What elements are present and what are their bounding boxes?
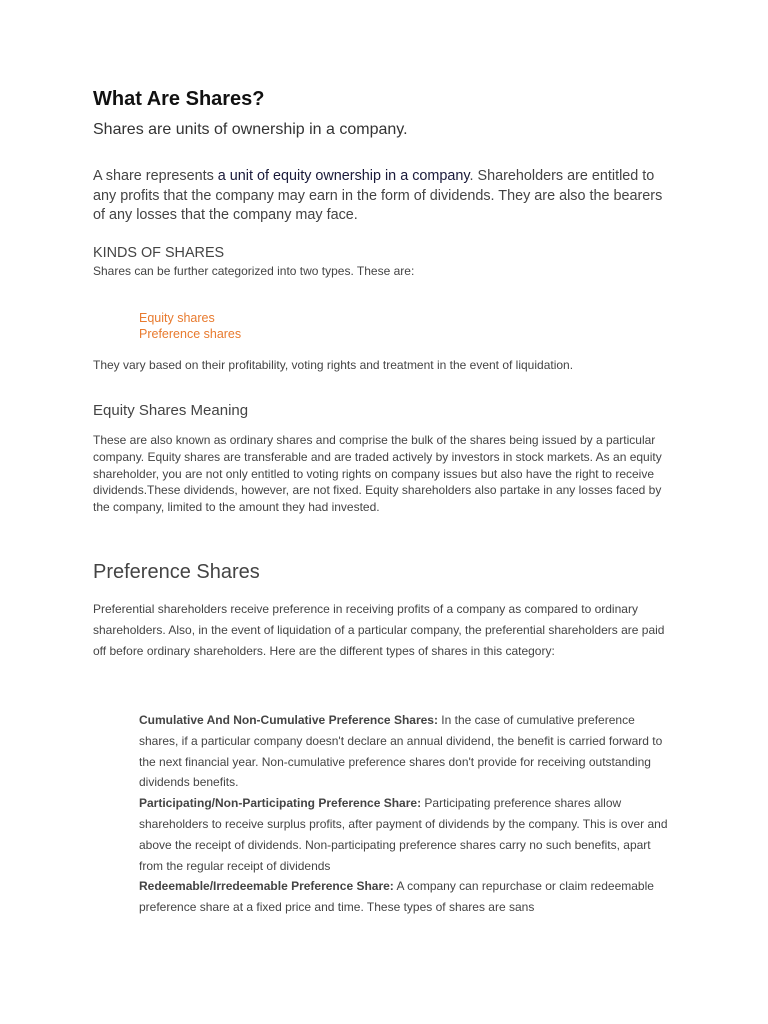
preference-type-desc: In the case of cumulative preference shares, if a particular company doesn't declare an annual dividend, the benefit is carried forward to the next financial year. Non-cumulative preference shares don't provide for receiving outstanding dividends benefits. [139, 713, 663, 790]
preference-types-list [139, 710, 674, 918]
list-item [139, 710, 674, 793]
intro-paragraph [93, 167, 673, 226]
preference-heading: Preference Shares [93, 561, 260, 583]
preference-type-desc: A company can repurchase or claim redeemable preference share at a fixed price and time. These types of shares are sans [139, 879, 654, 915]
kinds-heading: KINDS OF SHARES [93, 245, 225, 261]
preference-paragraph: Preferential shareholders receive preference in receiving profits of a company as compared to ordinary shareholders. Also, in the event of liquidation of a particular company, the preferential shareholders are paid off before ordinary shareholders. Here are the different types of shares in this category: [93, 602, 665, 658]
page-title: What Are Shares? [93, 88, 265, 110]
kinds-intro-text: Shares can be further categorized into two types. These are: [93, 264, 415, 278]
page-subtitle: Shares are units of ownership in a company. [93, 121, 408, 138]
list-item [139, 876, 674, 918]
preference-type-term: Redeemable/Irredeemable Preference Share: [139, 879, 394, 894]
intro-highlight: a unit of equity ownership in a company [217, 168, 470, 184]
share-types-list [139, 310, 241, 342]
intro-suffix: . Shareholders are entitled to any profits that the company may earn in the form of dividends. They are also the bearers of any losses that the company may face. [93, 168, 663, 223]
share-type-link-equity[interactable]: Equity shares [139, 311, 215, 325]
equity-heading: Equity Shares Meaning [93, 402, 249, 419]
preference-type-term: Cumulative And Non-Cumulative Preference Shares: [139, 713, 438, 727]
preference-type-term: Participating/Non-Participating Preference Share: [139, 796, 422, 811]
list-item [139, 793, 674, 876]
intro-prefix: A share represents [93, 168, 218, 184]
preference-type-desc: Participating preference shares allow shareholders to receive surplus profits, after payment of dividends by the company. This is over and above the receipt of dividends. Non-participating preference shares carry no such benefits, apart from the regular receipt of dividends [139, 796, 668, 873]
share-type-link-preference[interactable]: Preference shares [139, 327, 242, 341]
equity-paragraph: These are also known as ordinary shares and comprise the bulk of the shares being issued by a particular company. Equity shares are transferable and are traded actively by investors in stock markets. As an equity shareholder, you are not only entitled to voting rights on company issues but also have the right to receive dividends.These dividends, however, are not fixed. Equity shareholders also partake in any losses faced by the company, limited to the amount they had invested. [93, 433, 662, 515]
kinds-after-text: They vary based on their profitability, voting rights and treatment in the event of liquidation. [93, 358, 574, 372]
